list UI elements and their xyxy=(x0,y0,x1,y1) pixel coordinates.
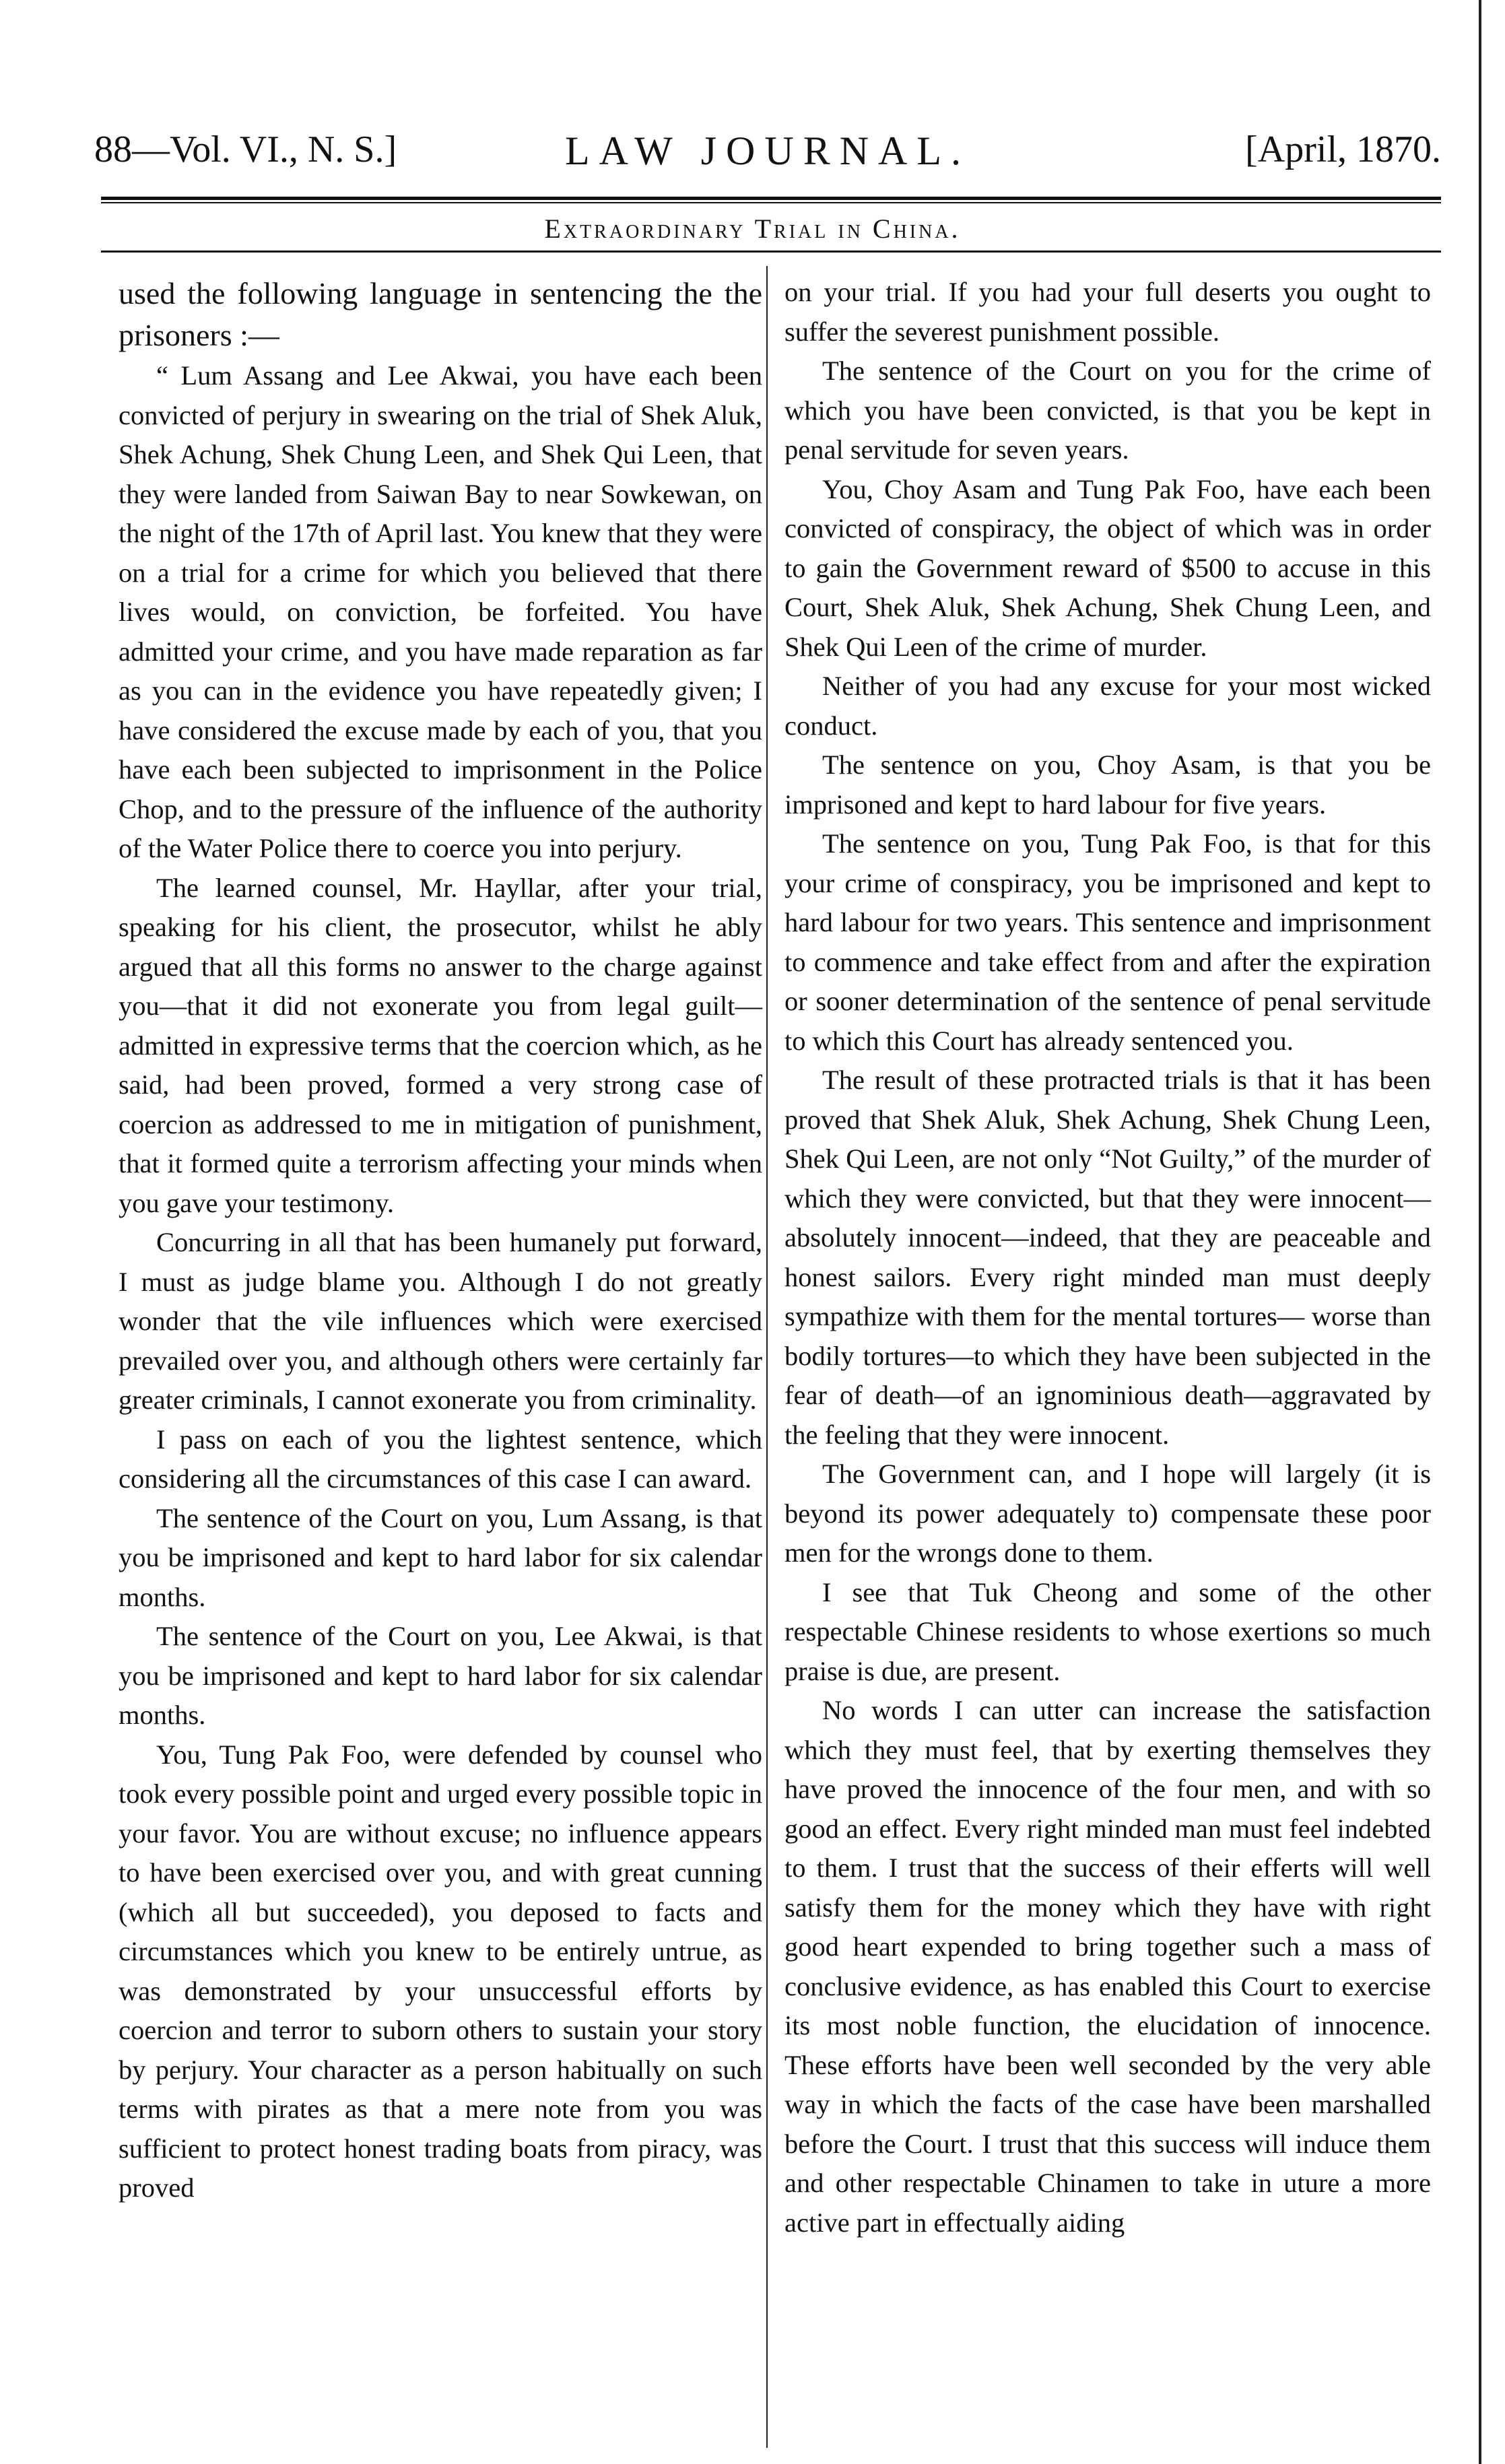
article-title: Extraordinary Trial in China. xyxy=(544,213,961,244)
paragraph: Neither of you had any excuse for your most wicked conduct. xyxy=(784,671,1431,741)
paragraph: Concurring in all that has been humanely put forward, I must as judge blame you. Although I do not greatly wonder that the vile influences which were exercised prevailed over you, and although others were certainly far greater criminals, I cannot exonerate you from criminality. xyxy=(119,1227,762,1415)
paragraph: No words I can utter can increase the satisfaction which they must feel, that by exerting themselves they have proved the innocence of the four men, and with so good an effect. Every right minded man must feel indebted to them. I trust that the success of their efferts will well satisfy them for the money which they have with right good heart expended to bring together such a mass of conclusive evidence, as has enabled this Court to exercise its most noble function, the elucidation of innocence. These efforts have been well seconded by the very able way in which the facts of the case have been marshalled before the Court. I trust that this success will induce them and other respectable Chinamen to take in uture a more active part in effectually aiding xyxy=(784,1695,1431,2238)
title-rule xyxy=(101,251,1441,253)
paragraph: The sentence on you, Tung Pak Foo, is that for this your crime of conspiracy, you be imprisoned and kept to hard labour for two years. This sentence and imprisonment to commence and take effect from and after the expiration or sooner determination of the sentence of penal servitude to which this Court has already sentenced you. xyxy=(784,828,1431,1056)
paragraph: “ Lum Assang and Lee Akwai, you have each been convicted of perjury in swearing on the trial of Shek Aluk, Shek Achung, Shek Chung Leen, and Shek Qui Leen, that they were landed from Saiwan Bay to near Sowkewan, on the night of the 17th of April last. You knew that they were on a trial for a crime for which you believed that there lives would, on conviction, be forfeited. You have admitted your crime, and you have made reparation as far as you can in the evidence you have repeatedly given; I have considered the excuse made by each of you, that you have each been subjected to imprisonment in the Police Chop, and to the pressure of the influence of the authority of the Water Police there to coerce you into perjury. xyxy=(119,360,762,863)
paragraph: I pass on each of you the lightest sentence, which considering all the circumstances of this case I can award. xyxy=(119,1424,762,1494)
journal-title: LAW JOURNAL. xyxy=(564,129,971,173)
paragraph: on your trial. If you had your full deserts you ought to suffer the severest punishment possible. xyxy=(784,277,1431,347)
issue-date: [April, 1870. xyxy=(1245,129,1441,170)
left-column xyxy=(119,273,762,2208)
right-column xyxy=(784,273,1431,2242)
paragraph: The sentence on you, Choy Asam, is that you be imprisoned and kept to hard labour for five years. xyxy=(784,750,1431,820)
paragraph: You, Tung Pak Foo, were defended by counsel who took every possible point and urged every possible topic in your favor. You are without excuse; no influence appears to have been exercised over you, and with great cunning (which all but succeeded), you deposed to facts and circumstances which you knew to be entirely untrue, as was demonstrated by your unsuccessful efforts by coercion and terror to suborn others to sustain your story by perjury. Your character as a person habitually on such terms with pirates as that a mere note from you was sufficient to protect honest trading boats from piracy, was proved xyxy=(119,1739,762,2203)
page-edge-rule xyxy=(1479,0,1481,2464)
paragraph: The sentence of the Court on you for the crime of which you have been convicted, is that you be kept in penal servitude for seven years. xyxy=(784,356,1431,465)
paragraph: The sentence of the Court on you, Lum Assang, is that you be imprisoned and kept to hard labor for six calendar months. xyxy=(119,1502,762,1612)
paragraph: The learned counsel, Mr. Hayllar, after your trial, speaking for his client, the prosecutor, whilst he ably argued that all this forms no answer to the charge against you—that it did not exonerate you from legal guilt—admitted in expressive terms that the coercion which, as he said, had been proved, formed a very strong case of coercion as addressed to me in mitigation of punishment, that it formed quite a terrorism affecting your minds when you gave your testimony. xyxy=(119,872,762,1218)
paragraph: The sentence of the Court on you, Lee Akwai, is that you be imprisoned and kept to hard labor for six calendar months. xyxy=(119,1621,762,1730)
header-rule xyxy=(101,197,1441,200)
page-number-volume: 88—Vol. VI., N. S.] xyxy=(94,129,397,170)
paragraph: I see that Tuk Cheong and some of the other respectable Chinese residents to whose exertions so much praise is due, are present. xyxy=(784,1576,1431,1686)
column-divider xyxy=(766,266,768,2448)
paragraph: used the following language in sentencing the the prisoners :— xyxy=(119,276,762,352)
paragraph: The result of these protracted trials is that it has been proved that Shek Aluk, Shek Achung, Shek Chung Leen, Shek Qui Leen, are not only “Not Guilty,” of the murder of which they were convicted, but that they were innocent—absolutely innocent—indeed, that they are peaceable and honest sailors. Every right minded man must deeply sympathize with them for the mental tortures— worse than bodily tortures—to which they have been subjected in the fear of death—of an ignominious death—aggravated by the feeling that they were innocent. xyxy=(784,1065,1431,1450)
header-rule-thin xyxy=(101,202,1441,203)
paragraph: The Government can, and I hope will largely (it is beyond its power adequately to) compensate these poor men for the wrongs done to them. xyxy=(784,1459,1431,1568)
paragraph: You, Choy Asam and Tung Pak Foo, have each been convicted of conspiracy, the object of which was in order to gain the Government reward of $500 to accuse in this Court, Shek Aluk, Shek Achung, Shek Chung Leen, and Shek Qui Leen of the crime of murder. xyxy=(784,473,1431,662)
running-header xyxy=(94,128,1441,182)
